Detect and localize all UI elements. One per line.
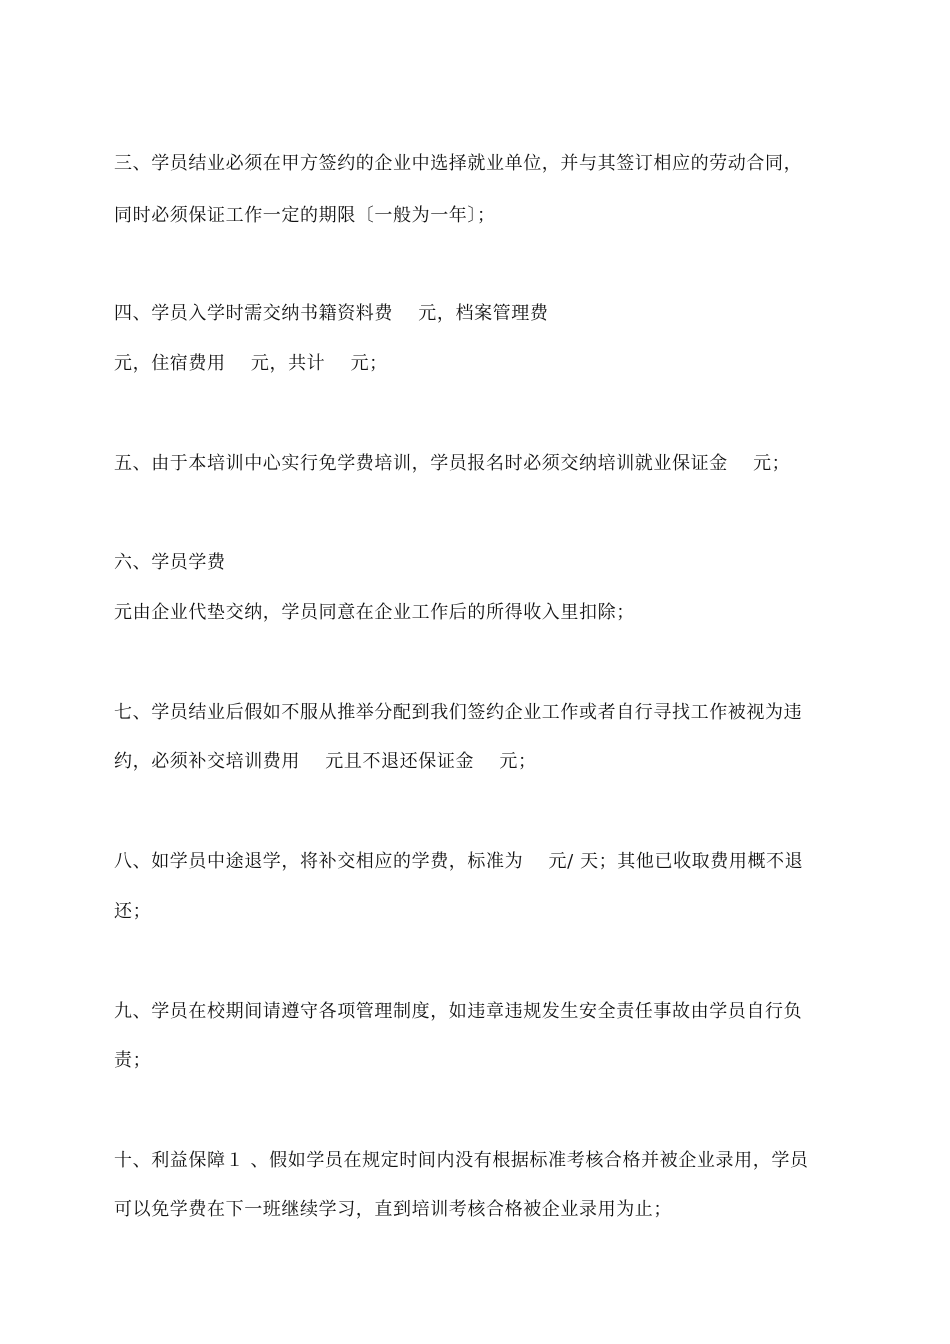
clause-3-line-2: 同时必须保证工作一定的期限〔一般为一年〕；: [114, 205, 496, 226]
clause-4-line-2: 元，住宿费用 元，共计 元；: [114, 353, 388, 374]
clause-9-line-1: 九、学员在校期间请遵守各项管理制度，如违章违规发生安全责任事故由学员自行负: [114, 1001, 803, 1022]
clause-5-line-1: 五、由于本培训中心实行免学费培训，学员报名时必须交纳培训就业保证金 元；: [114, 453, 791, 474]
clause-6-line-2: 元由企业代垫交纳，学员同意在企业工作后的所得收入里扣除；: [114, 602, 635, 623]
clause-8-line-2: 还；: [114, 901, 152, 922]
clause-7-line-2: 约，必须补交培训费用 元且不退还保证金 元；: [114, 751, 537, 772]
clause-9-line-2: 责；: [114, 1050, 152, 1071]
clause-3-line-1: 三、学员结业必须在甲方签约的企业中选择就业单位，并与其签订相应的劳动合同，: [114, 153, 803, 174]
clause-8-line-1: 八、如学员中途退学，将补交相应的学费，标准为 元/ 天；其他已收取费用概不退: [114, 851, 804, 872]
clause-6-line-1: 六、学员学费: [114, 552, 226, 573]
clause-4-line-1: 四、学员入学时需交纳书籍资料费 元，档案管理费: [114, 303, 549, 324]
clause-10-line-2: 可以免学费在下一班继续学习，直到培训考核合格被企业录用为止；: [114, 1199, 672, 1220]
clause-7-line-1: 七、学员结业后假如不服从推举分配到我们签约企业工作或者自行寻找工作被视为违: [114, 702, 803, 723]
clause-10-line-1: 十、利益保障１ 、假如学员在规定时间内没有根据标准考核合格并被企业录用，学员: [114, 1150, 809, 1171]
